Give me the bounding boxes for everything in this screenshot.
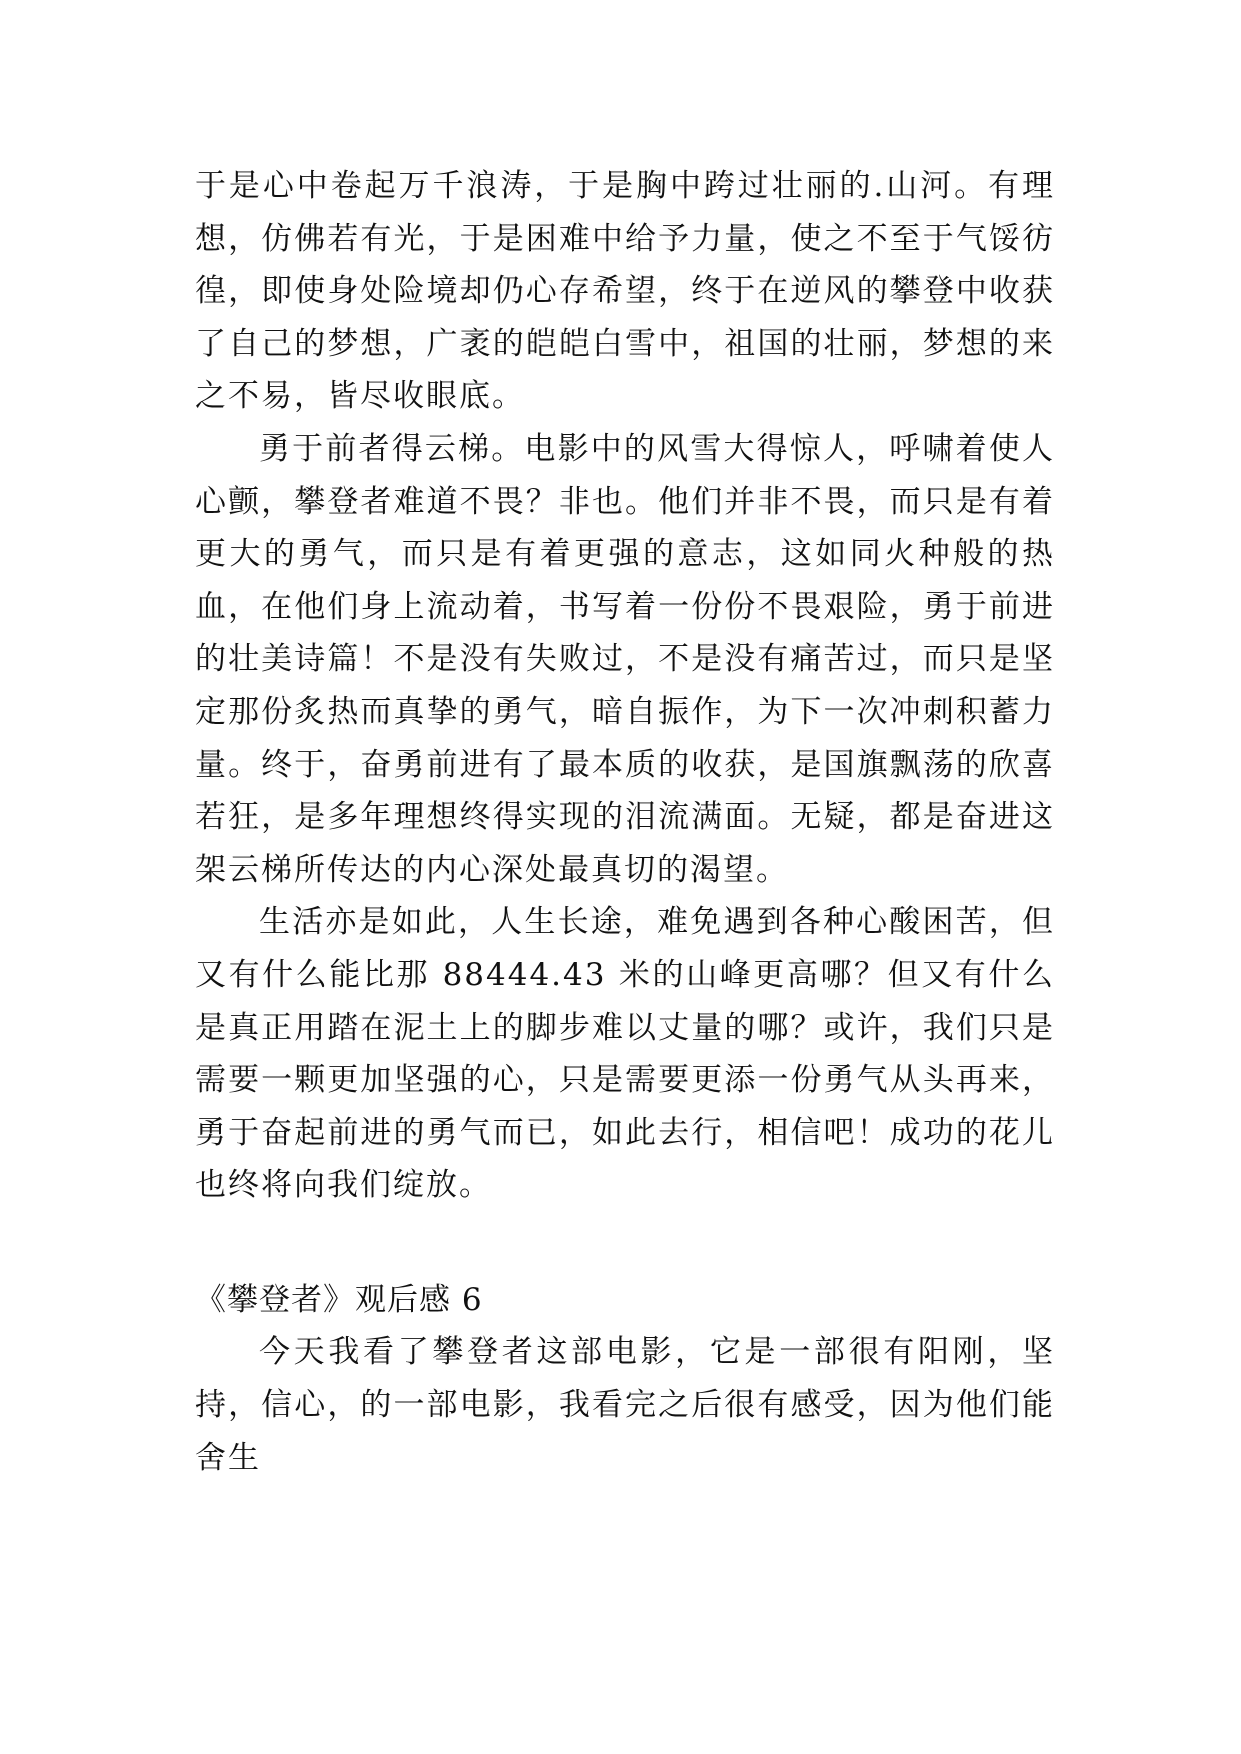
paragraph-3: 生活亦是如此，人生长途，难免遇到各种心酸困苦，但又有什么能比那 88444.43 米的山峰更高哪？但又有什么是真正用踏在泥土上的脚步难以丈量的哪？或许，我们只是需要一颗更加坚强的心，只是需要更添一份勇气从头再来，勇于奋起前进的勇气而已，如此去行，相信吧！成功的花儿也终将向我们绽放。: [195, 904, 1055, 1204]
paragraph-1: 于是心中卷起万千浪涛，于是胸中跨过壮丽的.山河。有理想，仿佛若有光，于是困难中给予力量，使之不至于气馁彷徨，即使身处险境却仍心存希望，终于在逆风的攀登中收获了自己的梦想，广袤的皑皑白雪中，祖国的壮丽，梦想的来之不易，皆尽收眼底。: [195, 168, 1055, 415]
paragraph-4: 今天我看了攀登者这部电影，它是一部很有阳刚，坚持，信心，的一部电影，我看完之后很有感受，因为他们能舍生: [195, 1334, 1055, 1476]
paragraph-2: 勇于前者得云梯。电影中的风雪大得惊人，呼啸着使人心颤，攀登者难道不畏？非也。他们并非不畏，而只是有着更大的勇气，而只是有着更强的意志，这如同火种般的热血，在他们身上流动着，书写着一份份不畏艰险，勇于前进的壮美诗篇！不是没有失败过，不是没有痛苦过，而只是坚定那份炙热而真挚的勇气，暗自振作，为下一次冲刺积蓄力量。终于，奋勇前进有了最本质的收获，是国旗飘荡的欣喜若狂，是多年理想终得实现的泪流满面。无疑，都是奋进这架云梯所传达的内心深处最真切的渴望。: [195, 430, 1055, 888]
section-title: 《攀登者》观后感 6: [195, 1281, 483, 1318]
document-body: [195, 160, 1055, 1484]
